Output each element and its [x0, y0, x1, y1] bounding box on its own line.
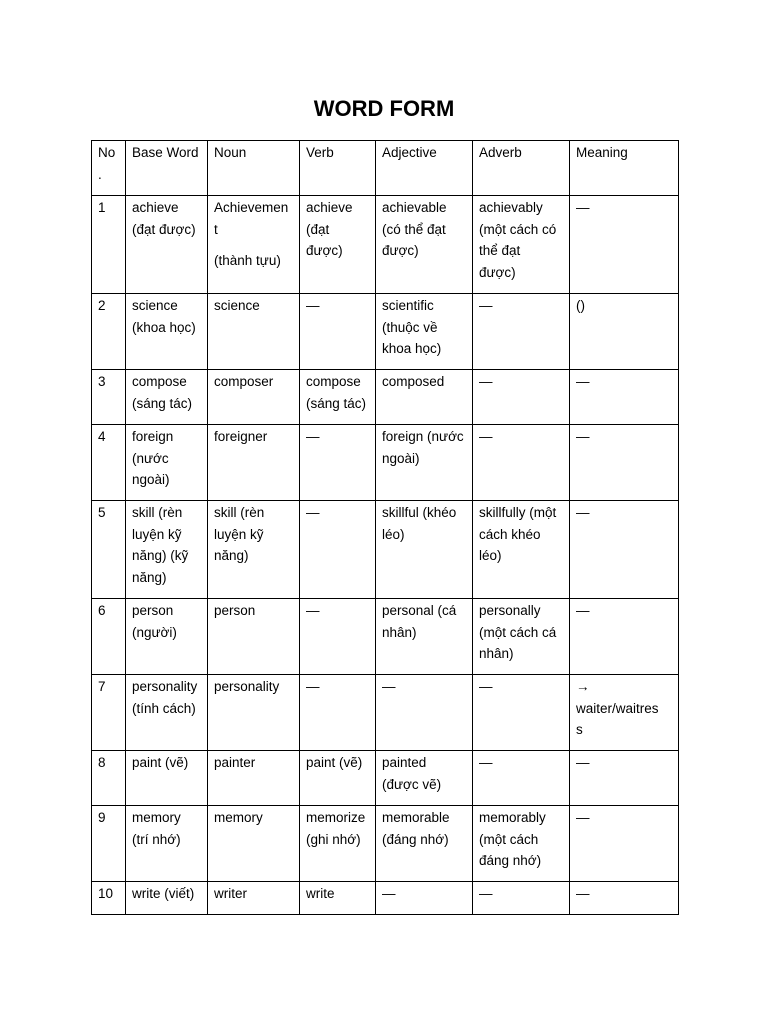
- cell-line: (một cách cá: [479, 624, 557, 640]
- cell-line: memory: [214, 810, 263, 825]
- cell-noun: [208, 501, 300, 599]
- table-row: [92, 294, 679, 370]
- cell-line: (tính cách): [132, 700, 196, 716]
- cell-adverb: [473, 751, 570, 806]
- cell-adjective: [376, 501, 473, 599]
- cell-base: [126, 425, 208, 501]
- cell-meaning: [570, 751, 679, 806]
- cell-line: memory: [132, 810, 181, 825]
- cell-line: Base Word: [132, 145, 199, 160]
- cell-no: [92, 675, 126, 751]
- cell-base: [126, 806, 208, 882]
- cell-no: [92, 501, 126, 599]
- cell-line: .: [98, 166, 102, 182]
- cell-adjective: [376, 806, 473, 882]
- cell-line: scientific: [382, 298, 434, 313]
- cell-line: léo): [382, 526, 405, 542]
- table-row: [92, 806, 679, 882]
- cell-no: [92, 196, 126, 294]
- cell-no: [92, 751, 126, 806]
- cell-line: —: [479, 886, 493, 901]
- cell-line: 8: [98, 755, 106, 770]
- cell-adverb: [473, 806, 570, 882]
- cell-verb: [300, 425, 376, 501]
- cell-line: —: [306, 679, 320, 694]
- cell-verb: [300, 196, 376, 294]
- cell-line: (ghi nhớ): [306, 831, 361, 847]
- cell-adverb: [473, 425, 570, 501]
- cell-line: —: [576, 429, 590, 444]
- cell-line: (trí nhớ): [132, 831, 181, 847]
- cell-verb: [300, 501, 376, 599]
- cell-line: (thuộc về: [382, 319, 438, 335]
- cell-verb: [300, 751, 376, 806]
- cell-base: [126, 751, 208, 806]
- cell-verb: [300, 294, 376, 370]
- cell-line: skillfully (một: [479, 505, 557, 520]
- cell-line: 10: [98, 886, 114, 901]
- cell-adjective: [376, 196, 473, 294]
- cell-line: léo): [479, 548, 502, 564]
- cell-line: skillful (khéo: [382, 505, 457, 520]
- cell-line: (người): [132, 624, 177, 640]
- cell-adverb: [473, 882, 570, 915]
- cell-meaning: [570, 196, 679, 294]
- cell-line: personally: [479, 603, 541, 618]
- cell-verb: [300, 599, 376, 675]
- cell-verb: [300, 806, 376, 882]
- cell-line: writer: [214, 886, 247, 901]
- cell-line: đáng nhớ): [479, 853, 542, 869]
- cell-line: 3: [98, 374, 106, 389]
- cell-line: (thành tựu): [214, 253, 281, 269]
- cell-meaning: [570, 501, 679, 599]
- cell-line: composed: [382, 374, 445, 389]
- cell-line: —: [306, 603, 320, 618]
- cell-meaning: [570, 370, 679, 425]
- cell-line: ngoài): [132, 472, 170, 488]
- cell-verb: [300, 882, 376, 915]
- cell-line: person: [132, 603, 174, 618]
- cell-line: t: [214, 221, 218, 237]
- table-row: [92, 599, 679, 675]
- table-row: [92, 501, 679, 599]
- table-row: [92, 751, 679, 806]
- table-row: [92, 882, 679, 915]
- cell-line: Meaning: [576, 145, 628, 160]
- cell-line: foreign (nước: [382, 429, 464, 444]
- cell-line: được): [382, 243, 419, 259]
- cell-noun: [208, 425, 300, 501]
- cell-no: [92, 370, 126, 425]
- cell-line: foreign: [132, 429, 174, 444]
- cell-line: 5: [98, 505, 106, 520]
- cell-meaning: [570, 806, 679, 882]
- cell-line: (sáng tác): [306, 395, 367, 411]
- cell-line: painter: [214, 755, 256, 770]
- cell-line: Noun: [214, 145, 247, 160]
- cell-line: Adverb: [479, 145, 522, 160]
- cell-line: memorably: [479, 810, 546, 825]
- table-row: [92, 196, 679, 294]
- cell-verb: [300, 370, 376, 425]
- cell-base: [126, 294, 208, 370]
- cell-adjective: [376, 599, 473, 675]
- cell-adverb: [473, 599, 570, 675]
- cell-base: [126, 882, 208, 915]
- cell-line: (được vẽ): [382, 776, 442, 792]
- cell-line: write (viết): [132, 886, 195, 901]
- cell-line: nhân): [382, 624, 417, 640]
- cell-line: —: [576, 810, 590, 825]
- word-form-table: [91, 140, 679, 915]
- cell-line: —: [479, 374, 493, 389]
- cell-meaning: [570, 425, 679, 501]
- cell-noun: [208, 196, 300, 294]
- cell-line: 2: [98, 298, 106, 313]
- cell-line: Achievemen: [214, 200, 289, 215]
- cell-adjective: [376, 751, 473, 806]
- cell-line: s: [576, 722, 583, 738]
- cell-noun: [208, 599, 300, 675]
- cell-line: được): [479, 264, 516, 280]
- cell-line: —: [576, 755, 590, 770]
- cell-line: No: [98, 145, 116, 160]
- cell-line: luyện kỹ: [132, 526, 182, 542]
- cell-line: (đạt được): [132, 221, 196, 237]
- cell-line: nhân): [479, 646, 514, 662]
- cell-line: luyện kỹ: [214, 526, 264, 542]
- cell-line: —: [382, 886, 396, 901]
- cell-line: (một cách có: [479, 221, 557, 237]
- cell-line: personality: [214, 679, 280, 694]
- cell-line: —: [306, 298, 320, 313]
- cell-line: được): [306, 243, 343, 259]
- cell-line: (đáng nhớ): [382, 831, 449, 847]
- cell-line: memorize: [306, 810, 366, 825]
- page-title: WORD FORM: [313, 96, 455, 121]
- cell-line: personal (cá: [382, 603, 457, 618]
- cell-meaning: [570, 294, 679, 370]
- cell-no: [92, 806, 126, 882]
- cell-meaning: [570, 882, 679, 915]
- cell-line: —: [479, 679, 493, 694]
- cell-line: write: [306, 886, 335, 901]
- header-cell-noun: [208, 141, 300, 196]
- cell-line: —: [479, 755, 493, 770]
- cell-adverb: [473, 370, 570, 425]
- cell-line: Adjective: [382, 145, 437, 160]
- cell-line: achieve: [306, 200, 353, 215]
- cell-line: science: [132, 298, 178, 313]
- cell-adjective: [376, 294, 473, 370]
- cell-adjective: [376, 882, 473, 915]
- cell-line: —: [306, 429, 320, 444]
- cell-line: science: [214, 298, 260, 313]
- cell-line: (): [576, 298, 585, 313]
- cell-line: năng): [132, 569, 167, 585]
- cell-line: —: [576, 603, 590, 618]
- cell-noun: [208, 806, 300, 882]
- cell-base: [126, 501, 208, 599]
- cell-line: 4: [98, 429, 106, 444]
- table-header-row: [92, 141, 679, 196]
- header-cell-base: [126, 141, 208, 196]
- cell-line: Verb: [306, 145, 334, 160]
- cell-adjective: [376, 370, 473, 425]
- cell-line: —: [576, 200, 590, 215]
- cell-line: skill (rèn: [132, 505, 183, 520]
- cell-line: achievably: [479, 200, 543, 215]
- cell-noun: [208, 370, 300, 425]
- cell-line: achievable: [382, 200, 447, 215]
- cell-line: (nước: [132, 450, 169, 466]
- cell-line: —: [576, 505, 590, 520]
- cell-line: painted: [382, 755, 427, 770]
- cell-line: —: [576, 374, 590, 389]
- cell-noun: [208, 675, 300, 751]
- cell-noun: [208, 751, 300, 806]
- cell-no: [92, 882, 126, 915]
- table-row: [92, 675, 679, 751]
- cell-line: —: [382, 679, 396, 694]
- cell-line: năng): [214, 548, 249, 564]
- cell-line: khoa học): [382, 341, 442, 357]
- cell-line: (sáng tác): [132, 395, 193, 411]
- table-row: [92, 370, 679, 425]
- cell-base: [126, 370, 208, 425]
- cell-line: —: [479, 298, 493, 313]
- cell-base: [126, 196, 208, 294]
- cell-line: achieve: [132, 200, 179, 215]
- cell-adverb: [473, 675, 570, 751]
- cell-adjective: [376, 425, 473, 501]
- table-row: [92, 425, 679, 501]
- cell-meaning: [570, 675, 679, 751]
- cell-no: [92, 599, 126, 675]
- cell-adverb: [473, 196, 570, 294]
- cell-meaning: [570, 599, 679, 675]
- cell-line: —: [576, 886, 590, 901]
- cell-adjective: [376, 675, 473, 751]
- header-cell-adverb: [473, 141, 570, 196]
- cell-line: 1: [98, 200, 106, 215]
- cell-noun: [208, 882, 300, 915]
- cell-verb: [300, 675, 376, 751]
- cell-line: (đạt: [306, 221, 330, 237]
- header-cell-adjective: [376, 141, 473, 196]
- cell-line: cách khéo: [479, 526, 541, 542]
- cell-no: [92, 294, 126, 370]
- cell-line: skill (rèn: [214, 505, 265, 520]
- cell-line: compose: [132, 374, 187, 389]
- cell-line: paint (vẽ): [306, 755, 363, 770]
- cell-line: 9: [98, 810, 106, 825]
- cell-adverb: [473, 501, 570, 599]
- table-body: [92, 141, 679, 915]
- header-cell-meaning: [570, 141, 679, 196]
- cell-line: compose: [306, 374, 361, 389]
- cell-base: [126, 675, 208, 751]
- cell-adverb: [473, 294, 570, 370]
- cell-line: memorable: [382, 810, 450, 825]
- header-cell-verb: [300, 141, 376, 196]
- cell-line: thể đạt: [479, 243, 521, 259]
- cell-line: ngoài): [382, 450, 420, 466]
- cell-line: foreigner: [214, 429, 268, 444]
- cell-line: —: [479, 429, 493, 444]
- header-cell-no: [92, 141, 126, 196]
- cell-line: (một cách: [479, 831, 539, 847]
- cell-line: personality: [132, 679, 198, 694]
- cell-line: (có thể đạt: [382, 221, 446, 237]
- cell-gap: [214, 240, 293, 250]
- cell-base: [126, 599, 208, 675]
- cell-line: 6: [98, 603, 106, 618]
- cell-line: 7: [98, 679, 106, 694]
- cell-line: paint (vẽ): [132, 755, 189, 770]
- cell-line: →: [576, 679, 590, 694]
- cell-line: waiter/waitres: [576, 700, 659, 716]
- cell-line: —: [306, 505, 320, 520]
- cell-noun: [208, 294, 300, 370]
- cell-line: (khoa học): [132, 319, 196, 335]
- cell-line: person: [214, 603, 256, 618]
- cell-line: năng) (kỹ: [132, 548, 189, 564]
- cell-no: [92, 425, 126, 501]
- cell-line: composer: [214, 374, 274, 389]
